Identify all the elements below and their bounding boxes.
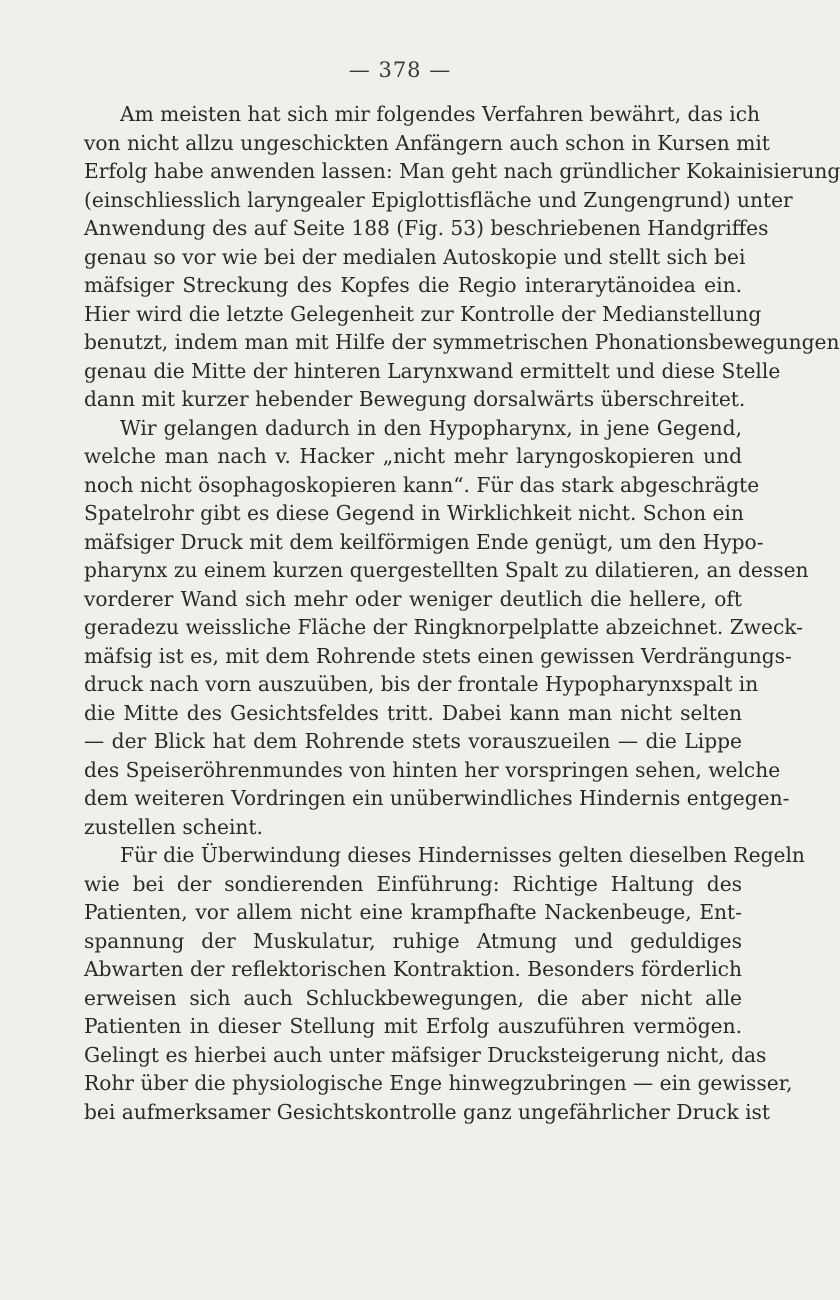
text-line: vorderer Wand sich mehr oder weniger deutlich die hellere, oft [84, 586, 742, 611]
text-line: Patienten, vor allem nicht eine krampfhafte Nackenbeuge, Ent- [84, 900, 742, 924]
text-line: Anwendung des auf Seite 188 (Fig. 53) beschriebenen Handgriffes [84, 216, 769, 240]
text-line: Am meisten hat sich mir folgendes Verfahren bewährt, das ich [120, 102, 761, 126]
text-line: spannung der Muskulatur, ruhige Atmung und geduldiges [84, 928, 742, 953]
text-line: erweisen sich auch Schluckbewegungen, die aber nicht alle [84, 985, 742, 1010]
text-line: welche man nach v. Hacker „nicht mehr laryngoskopieren und [84, 444, 742, 468]
text-line: dem weiteren Vordringen ein unüberwindliches Hindernis entgegen- [84, 786, 790, 810]
text-line: mäfsiger Druck mit dem keilförmigen Ende genügt, um den Hypo- [84, 529, 764, 554]
text-line: des Speiseröhrenmundes von hinten her vorspringen sehen, welche [84, 757, 781, 782]
paragraph-3 [84, 841, 805, 1126]
text-line: mäfsig ist es, mit dem Rohrende stets einen gewissen Verdrängungs- [84, 643, 792, 668]
text-line: die Mitte des Gesichtsfeldes tritt. Dabei kann man nicht selten [84, 700, 742, 725]
text-line: Spatelrohr gibt es diese Gegend in Wirklichkeit nicht. Schon ein [84, 501, 744, 525]
paragraph-1 [84, 100, 840, 414]
text-line: genau die Mitte der hinteren Larynxwand ermittelt und diese Stelle [84, 358, 781, 383]
text-line: genau so vor wie bei der medialen Autoskopie und stellt sich bei [84, 244, 746, 269]
text-line: Wir gelangen dadurch in den Hypopharynx, in jene Gegend, [120, 415, 742, 440]
text-line: zustellen scheint. [84, 814, 263, 839]
text-line: dann mit kurzer hebender Bewegung dorsalwärts überschreitet. [84, 387, 746, 411]
text-line: Für die Überwindung dieses Hindernisses gelten dieselben Regeln [120, 843, 805, 867]
text-line: pharynx zu einem kurzen quergestellten Spalt zu dilatieren, an dessen [84, 558, 809, 582]
text-line: Rohr über die physiologische Enge hinwegzubringen — ein gewisser, [84, 1071, 793, 1095]
text-line: wie bei der sondierenden Einführung: Richtige Haltung des [84, 871, 742, 896]
text-line: noch nicht ösophagoskopieren kann“. Für das stark abgeschrägte [84, 472, 760, 497]
text-line: — der Blick hat dem Rohrende stets vorauszueilen — die Lippe [84, 729, 742, 753]
paragraph-2 [84, 414, 809, 842]
text-line: Hier wird die letzte Gelegenheit zur Kontrolle der Medianstellung [84, 301, 762, 326]
text-line: geradezu weissliche Fläche der Ringknorpelplatte abzeichnet. Zweck- [84, 615, 803, 639]
page-number: — 378 — [348, 58, 452, 82]
text-line: benutzt, indem man mit Hilfe der symmetrischen Phonationsbewegungen [84, 330, 840, 354]
body-text [84, 100, 840, 1126]
text-line: Patienten in dieser Stellung mit Erfolg auszuführen vermögen. [84, 1014, 742, 1038]
text-line: mäfsiger Streckung des Kopfes die Regio interarytänoidea ein. [84, 273, 742, 297]
text-line: Abwarten der reflektorischen Kontraktion. Besonders förderlich [84, 957, 742, 981]
text-line: druck nach vorn auszuüben, bis der frontale Hypopharynxspalt in [84, 672, 759, 696]
text-line: bei aufmerksamer Gesichtskontrolle ganz ungefährlicher Druck ist [84, 1099, 771, 1124]
text-line: von nicht allzu ungeschickten Anfängern auch schon in Kursen mit [84, 130, 770, 155]
text-line: Erfolg habe anwenden lassen: Man geht nach gründlicher Kokainisierung [84, 159, 840, 183]
text-line: Gelingt es hierbei auch unter mäfsiger Drucksteigerung nicht, das [84, 1042, 767, 1067]
text-line: (einschliesslich laryngealer Epiglottisfläche und Zungengrund) unter [84, 187, 793, 212]
